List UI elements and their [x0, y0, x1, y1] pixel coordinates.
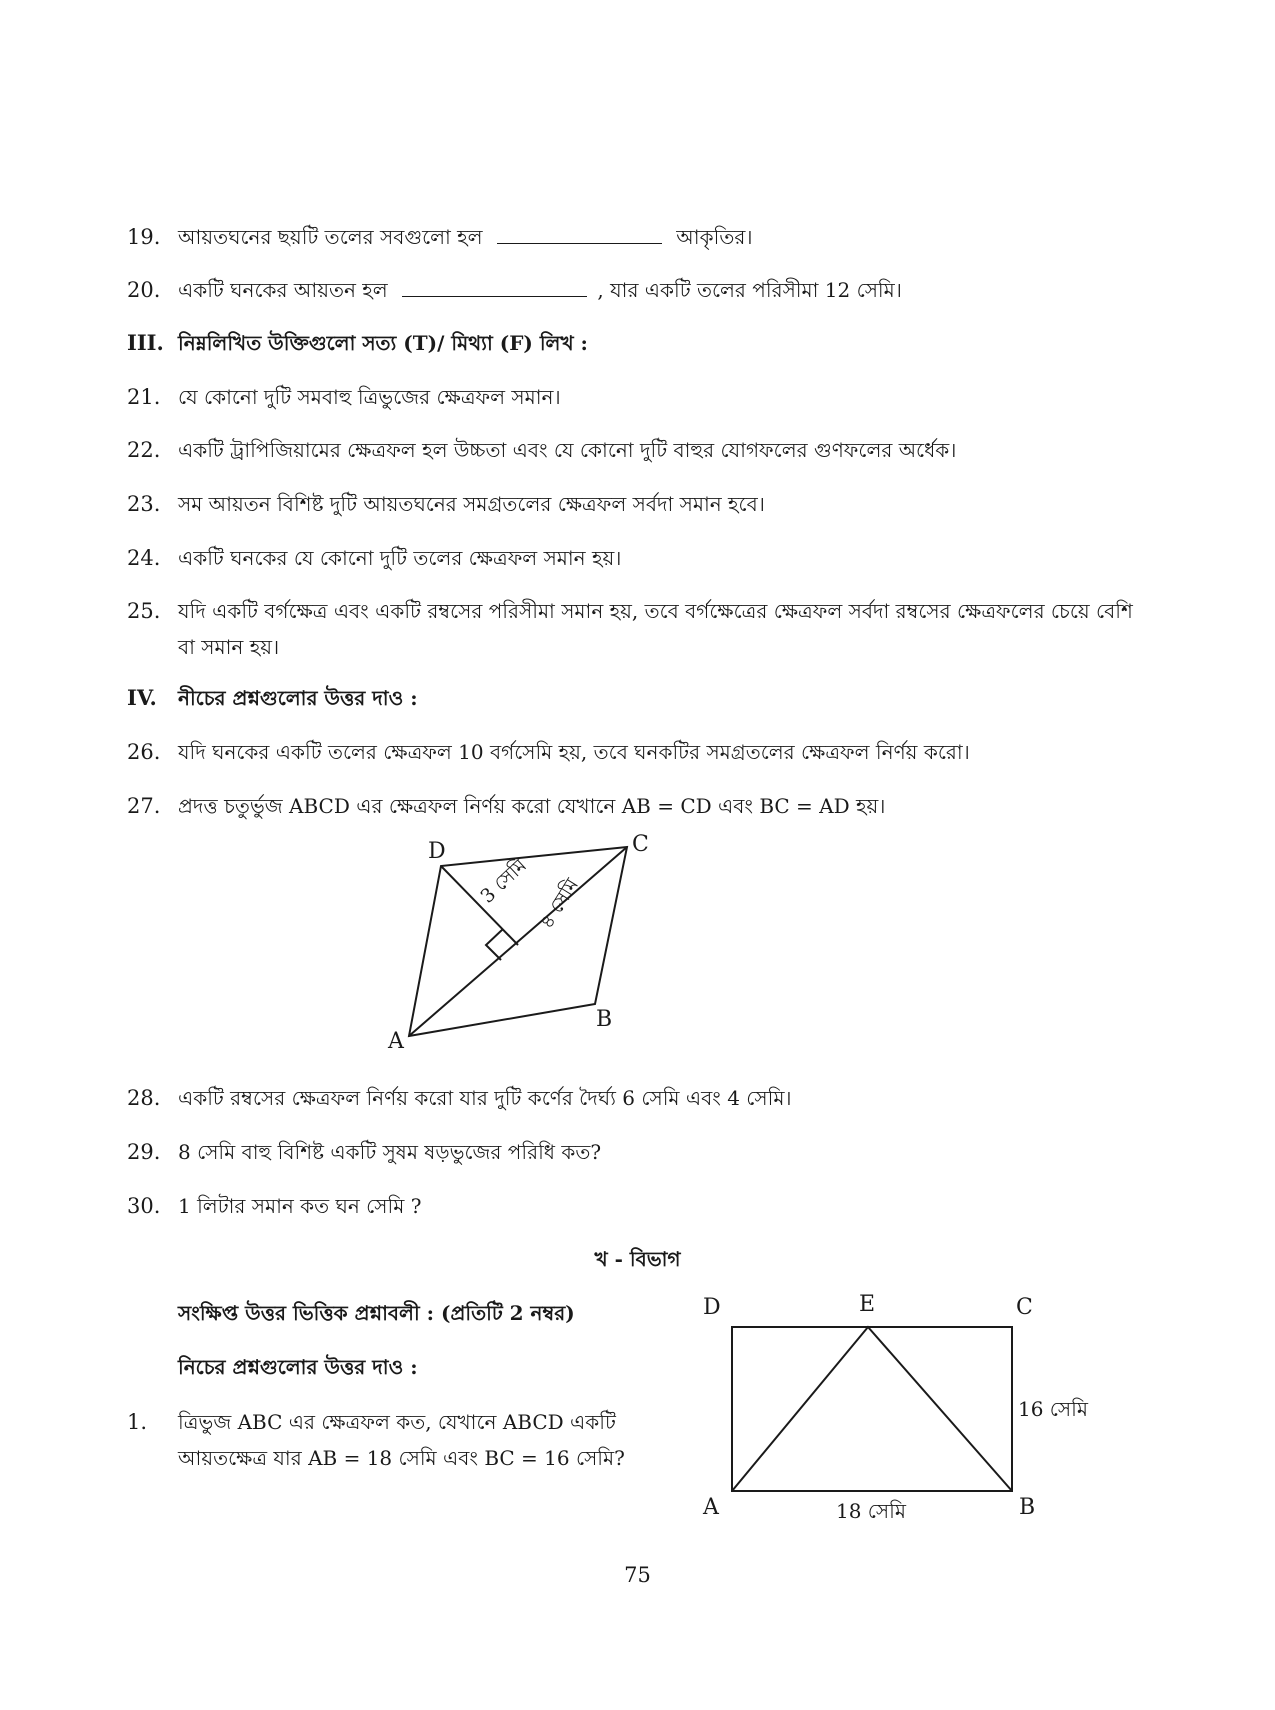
rect-bottom-label: 18 সেমি — [836, 1499, 906, 1523]
right-angle-mark — [486, 929, 503, 960]
rect-label-c: C — [1016, 1295, 1033, 1320]
q20-text-before: একটি ঘনকের আয়তন হল — [178, 278, 388, 302]
rect-side-label: 16 সেমি — [1018, 1397, 1088, 1421]
q23-text: সম আয়তন বিশিষ্ট দুটি আয়তঘনের সমগ্রতলের ক্ষেত্রফল সর্বদা সমান হবে। — [178, 492, 765, 516]
q30-number: 30. — [127, 1194, 161, 1218]
section-iii-heading: নিম্নলিখিত উক্তিগুলো সত্য (T)/ মিথ্যা (F) লিখ : — [178, 331, 588, 355]
section-b-title: খ - বিভাগ — [594, 1247, 681, 1271]
vertex-label-a: A — [388, 1029, 404, 1054]
vertex-label-c: C — [632, 832, 649, 857]
b-q1-number: 1. — [127, 1410, 148, 1434]
q20-text-after: , যার একটি তলের পরিসীমা 12 সেমি। — [597, 278, 902, 302]
q30-text: 1 লিটার সমান কত ঘন সেমি ? — [178, 1194, 422, 1218]
q25-number: 25. — [127, 599, 161, 623]
section-iv-heading: নীচের প্রশ্নগুলোর উত্তর দাও : — [178, 686, 418, 710]
vertex-label-b: B — [596, 1007, 613, 1032]
q23-number: 23. — [127, 492, 161, 516]
q28-number: 28. — [127, 1086, 161, 1110]
q19-text-after: আকৃতির। — [676, 225, 753, 249]
q26-number: 26. — [127, 740, 161, 764]
q29-text: 8 সেমি বাহু বিশিষ্ট একটি সুষম ষড়ভুজের পরিধি কত? — [178, 1140, 602, 1164]
b-q1-line1: ত্রিভুজ ABC এর ক্ষেত্রফল কত, যেখানে ABCD একটি — [178, 1410, 616, 1434]
q24-text: একটি ঘনকের যে কোনো দুটি তলের ক্ষেত্রফল সমান হয়। — [178, 546, 622, 570]
section-iv-number: IV. — [127, 685, 157, 710]
rect-label-b: B — [1019, 1495, 1036, 1520]
q27-number: 27. — [127, 794, 161, 818]
vertex-label-d: D — [428, 839, 446, 864]
q24-number: 24. — [127, 546, 161, 570]
q21-text: যে কোনো দুটি সমবাহু ত্রিভুজের ক্ষেত্রফল সমান। — [178, 385, 561, 409]
q27-text: প্রদত্ত চতুর্ভুজ ABCD এর ক্ষেত্রফল নির্ণয় করো যেখানে AB = CD এবং BC = AD হয়। — [178, 794, 886, 818]
q19-number: 19. — [127, 225, 161, 249]
q29-number: 29. — [127, 1140, 161, 1164]
section-iii-number: III. — [127, 330, 164, 355]
q21-number: 21. — [127, 385, 161, 409]
q19-text-before: আয়তঘনের ছয়টি তলের সবগুলো হল — [178, 225, 483, 249]
q26-text: যদি ঘনকের একটি তলের ক্ষেত্রফল 10 বর্গসেমি হয়, তবে ঘনকটির সমগ্রতলের ক্ষেত্রফল নির্ণয় করো। — [178, 740, 970, 764]
section-b-subtitle: সংক্ষিপ্ত উত্তর ভিত্তিক প্রশ্নাবলী : (প্রতিটি 2 নম্বর) — [178, 1301, 575, 1325]
section-b-instruction: নিচের প্রশ্নগুলোর উত্তর দাও : — [178, 1355, 418, 1379]
q22-text: একটি ট্রাপিজিয়ামের ক্ষেত্রফল হল উচ্চতা এবং যে কোনো দুটি বাহুর যোগফলের গুণফলের অর্ধেক। — [178, 438, 957, 462]
rect-label-e: E — [859, 1292, 876, 1317]
rect-label-d: D — [703, 1295, 721, 1320]
diagonal-label: ৪ সেমি — [535, 874, 584, 933]
q28-text: একটি রম্বসের ক্ষেত্রফল নির্ণয় করো যার দুটি কর্ণের দৈর্ঘ্য 6 সেমি এবং 4 সেমি। — [178, 1086, 792, 1110]
height-label: 3 সেমি — [476, 854, 532, 908]
q25-text: যদি একটি বর্গক্ষেত্র এবং একটি রম্বসের পরিসীমা সমান হয়, তবে বর্গক্ষেত্রের ক্ষেত্রফল সর্বদা রম্বসের ক্ষেত্রফলের চেয়ে বেশি বা সমান হয়। — [178, 599, 1133, 659]
page-number: 75 — [624, 1563, 651, 1587]
q20-number: 20. — [127, 278, 161, 302]
rect-label-a: A — [703, 1495, 719, 1520]
q22-number: 22. — [127, 438, 161, 462]
b-q1-line2: আয়তক্ষেত্র যার AB = 18 সেমি এবং BC = 16 সেমি? — [178, 1446, 625, 1470]
